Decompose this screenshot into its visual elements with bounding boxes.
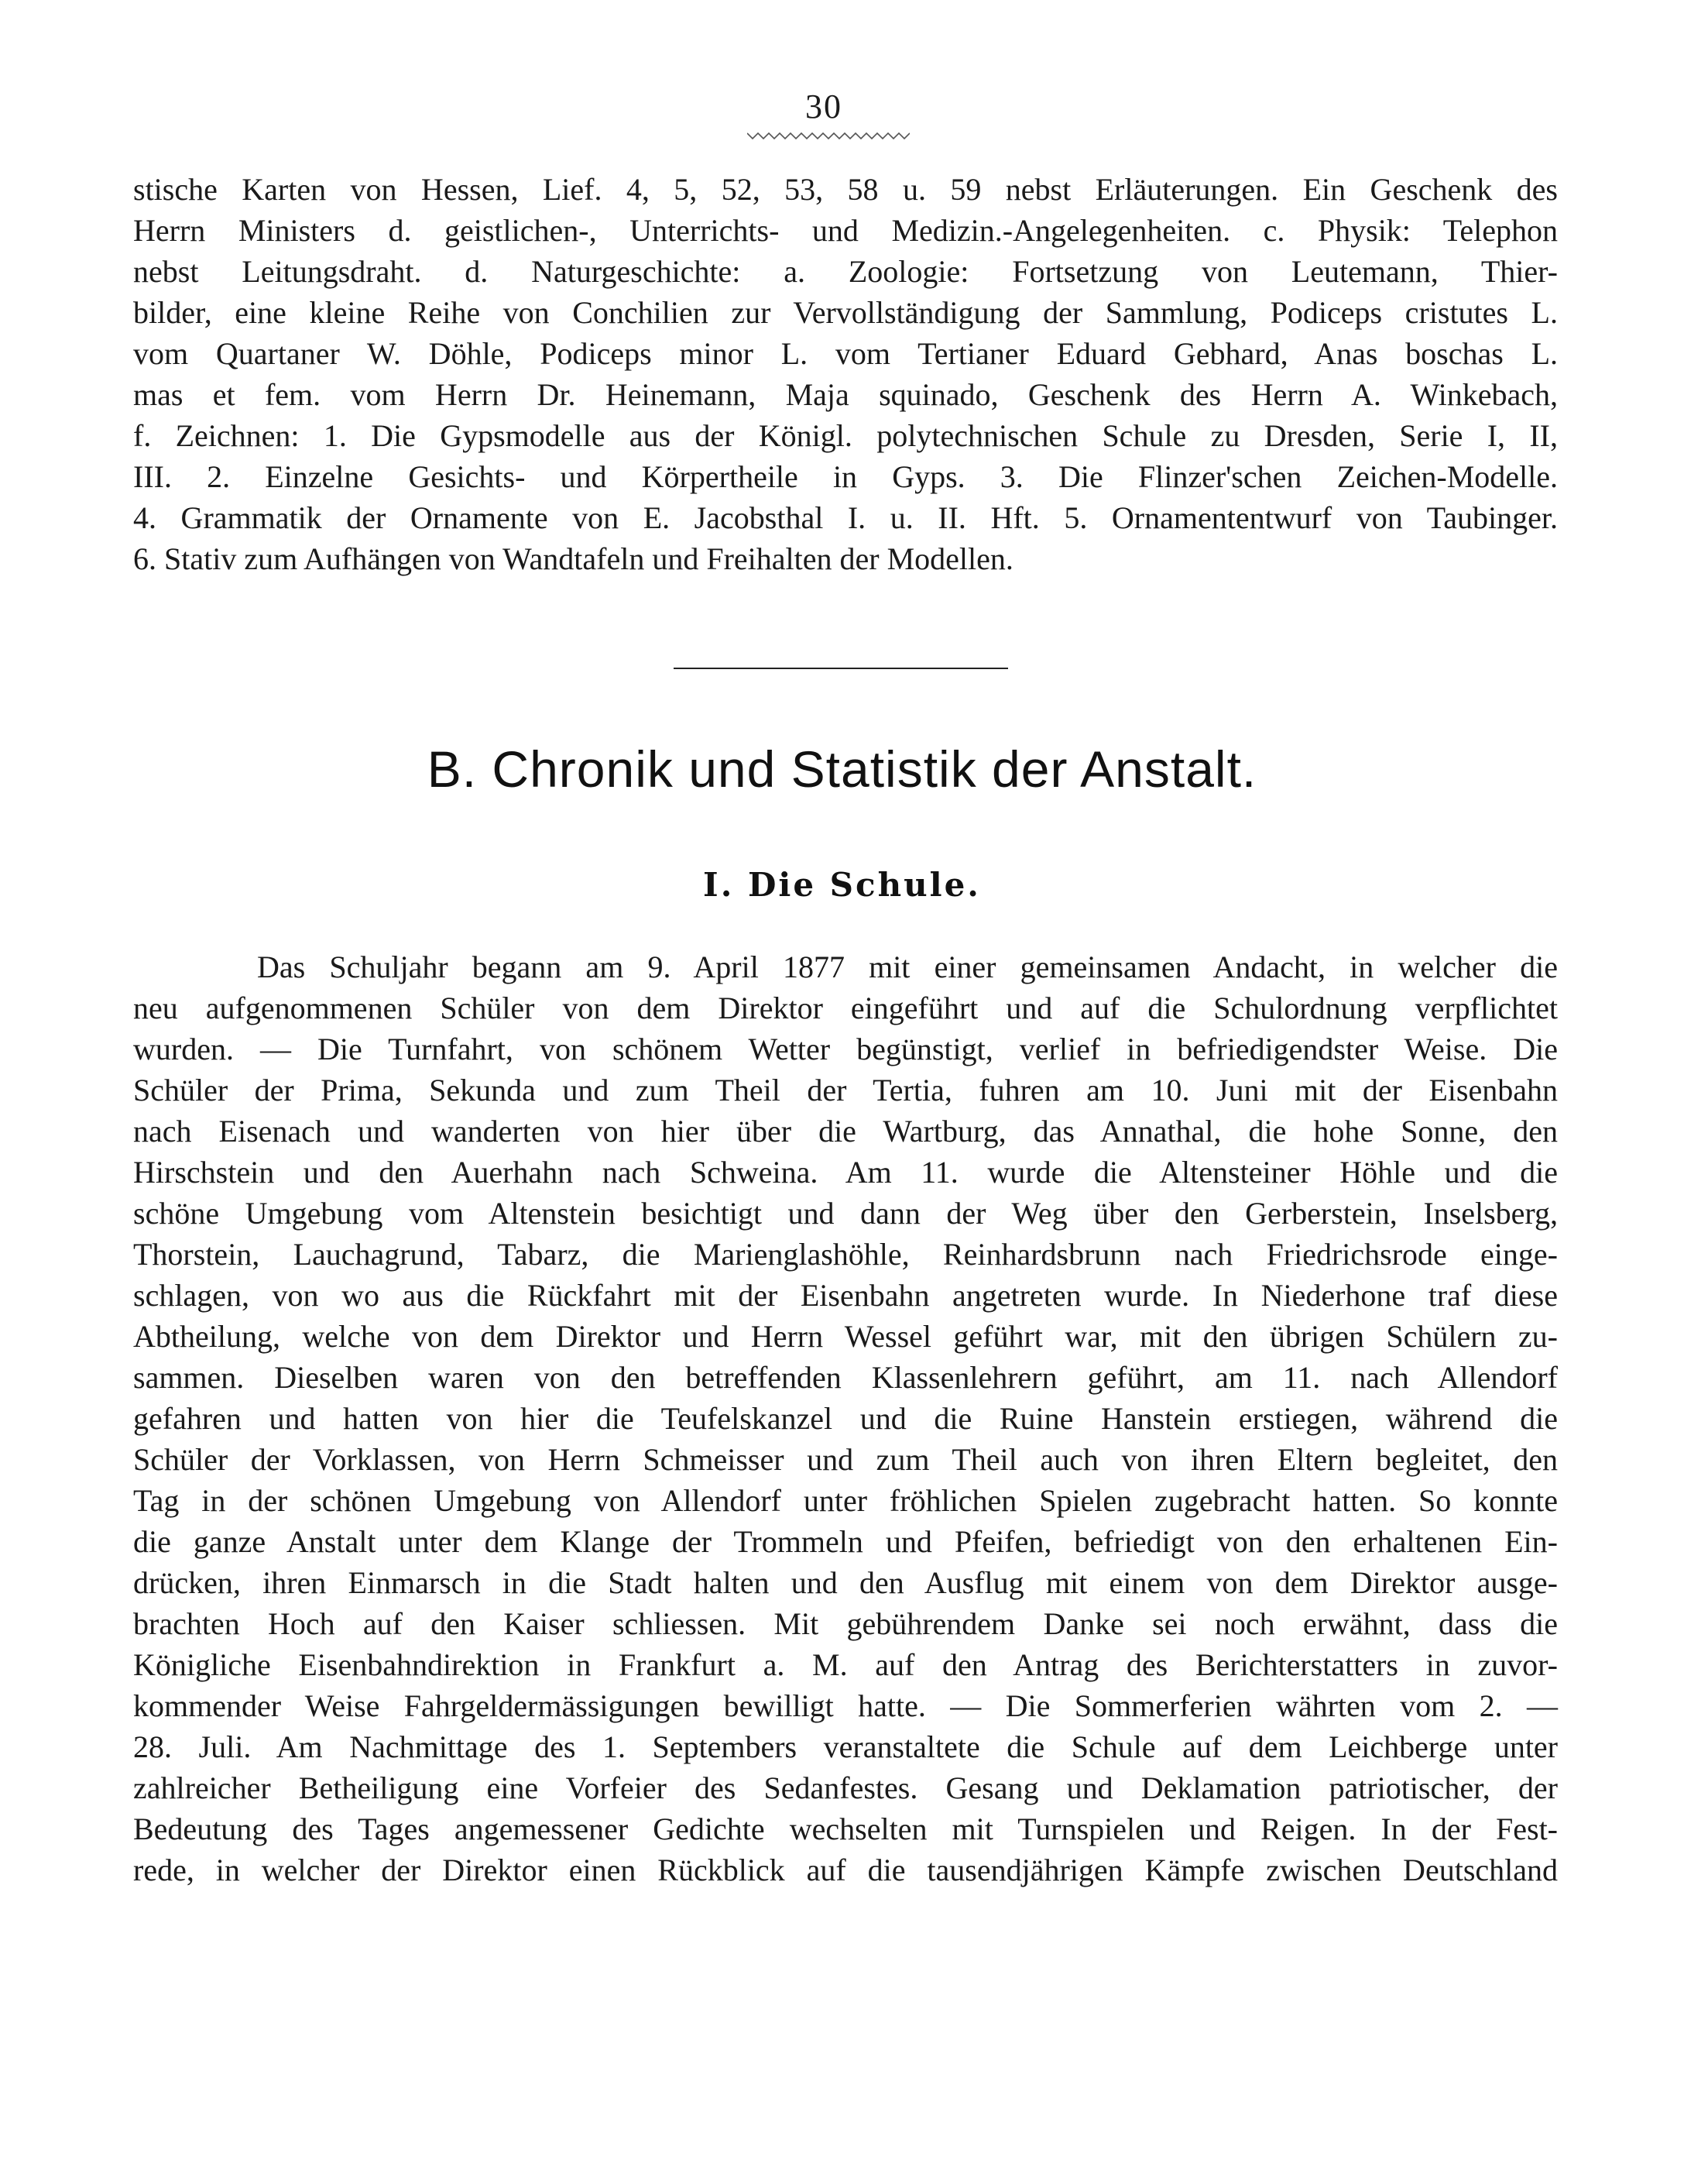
page-number: 30 (805, 88, 842, 125)
text-line: neu aufgenommenen Schüler von dem Direktor eingeführt und auf die Schulordnung verpflichtet (133, 991, 1558, 1025)
text-line: nebst Leitungsdraht. d. Naturgeschichte: a. Zoologie: Fortsetzung von Leutemann, Thier- (133, 254, 1558, 289)
text-line: Bedeutung des Tages angemessener Gedichte wechselten mit Turnspielen und Reigen. In der Fest- (133, 1811, 1558, 1846)
text-line: Hirschstein und den Auerhahn nach Schweina. Am 11. wurde die Altensteiner Höhle und die (133, 1155, 1558, 1190)
text-line: Schüler der Prima, Sekunda und zum Theil der Tertia, fuhren am 10. Juni mit der Eisenbahn (133, 1073, 1558, 1107)
text-line: 28. Juli. Am Nachmittage des 1. Septembers veranstaltete die Schule auf dem Leichberge unter (133, 1729, 1558, 1764)
text-line: mas et fem. vom Herrn Dr. Heinemann, Maja squinado, Geschenk des Herrn A. Winkebach, (133, 377, 1558, 412)
text-line: die ganze Anstalt unter dem Klange der Trommeln und Pfeifen, befriedigt von den erhaltenen Ein- (133, 1524, 1558, 1559)
subsection-heading: I. Die Schule. (703, 866, 981, 904)
text-line: nach Eisenach und wanderten von hier über die Wartburg, das Annathal, die hohe Sonne, den (133, 1114, 1558, 1149)
text-line: vom Quartaner W. Döhle, Podiceps minor L. vom Tertianer Eduard Gebhard, Anas boschas L. (133, 336, 1558, 371)
text-line: drücken, ihren Einmarsch in die Stadt halten und den Ausflug mit einem von dem Direktor ausge- (133, 1565, 1558, 1600)
text-line: stische Karten von Hessen, Lief. 4, 5, 52, 53, 58 u. 59 nebst Erläuterungen. Ein Geschenk des (133, 172, 1558, 207)
text-line: sammen. Dieselben waren von den betreffenden Klassenlehrern geführt, am 11. nach Allendorf (133, 1360, 1558, 1395)
text-line: brachten Hoch auf den Kaiser schliessen. Mit gebührendem Danke sei noch erwähnt, dass die (133, 1606, 1558, 1641)
text-line: rede, in welcher der Direktor einen Rückblick auf die tausendjährigen Kämpfe zwischen Deutschland (133, 1853, 1558, 1887)
section-heading: B. Chronik und Statistik der Anstalt. (427, 740, 1257, 798)
text-line: III. 2. Einzelne Gesichts- und Körpertheile in Gyps. 3. Die Flinzer'schen Zeichen-Modelle. (133, 459, 1558, 494)
text-line: bilder, eine kleine Reihe von Conchilien zur Vervollständigung der Sammlung, Podiceps cristutes L. (133, 295, 1558, 330)
text-line: 6. Stativ zum Aufhängen von Wandtafeln und Freihalten der Modellen. (133, 541, 1013, 576)
text-line: wurden. — Die Turnfahrt, von schönem Wetter begünstigt, verlief in befriedigendster Weise. Die (133, 1032, 1558, 1066)
text-line: Das Schuljahr begann am 9. April 1877 mit einer gemeinsamen Andacht, in welcher die (257, 949, 1558, 984)
section-divider (674, 668, 1008, 669)
text-line: Abtheilung, welche von dem Direktor und Herrn Wessel geführt war, mit den übrigen Schülern zu- (133, 1319, 1558, 1354)
text-line: 4. Grammatik der Ornamente von E. Jacobsthal I. u. II. Hft. 5. Ornamententwurf von Taubinger. (133, 500, 1558, 535)
text-line: Tag in der schönen Umgebung von Allendorf unter fröhlichen Spielen zugebracht hatten. So konnte (133, 1483, 1558, 1518)
text-line: schlagen, von wo aus die Rückfahrt mit der Eisenbahn angetreten wurde. In Niederhone traf diese (133, 1278, 1558, 1313)
page-number-flourish (747, 130, 910, 141)
text-line: gefahren und hatten von hier die Teufelskanzel und die Ruine Hanstein erstiegen, während die (133, 1401, 1558, 1436)
text-line: Schüler der Vorklassen, von Herrn Schmeisser und zum Theil auch von ihren Eltern begleitet, den (133, 1442, 1558, 1477)
text-line: f. Zeichnen: 1. Die Gypsmodelle aus der Königl. polytechnischen Schule zu Dresden, Serie I, II, (133, 418, 1558, 453)
text-line: schöne Umgebung vom Altenstein besichtigt und dann der Weg über den Gerberstein, Inselsberg, (133, 1196, 1558, 1231)
text-line: zahlreicher Betheiligung eine Vorfeier des Sedanfestes. Gesang und Deklamation patriotischer, der (133, 1770, 1558, 1805)
text-line: Königliche Eisenbahndirektion in Frankfurt a. M. auf den Antrag des Berichterstatters in zuvor- (133, 1647, 1558, 1682)
top-paragraph (133, 169, 1558, 579)
text-line: Thorstein, Lauchagrund, Tabarz, die Marienglashöhle, Reinhardsbrunn nach Friedrichsrode einge- (133, 1237, 1558, 1272)
body-paragraph (133, 946, 1558, 1890)
text-line: kommender Weise Fahrgeldermässigungen bewilligt hatte. — Die Sommerferien währten vom 2. — (133, 1688, 1558, 1723)
text-line: Herrn Ministers d. geistlichen-, Unterrichts- und Medizin.-Angelegenheiten. c. Physik: Telephon (133, 213, 1558, 248)
